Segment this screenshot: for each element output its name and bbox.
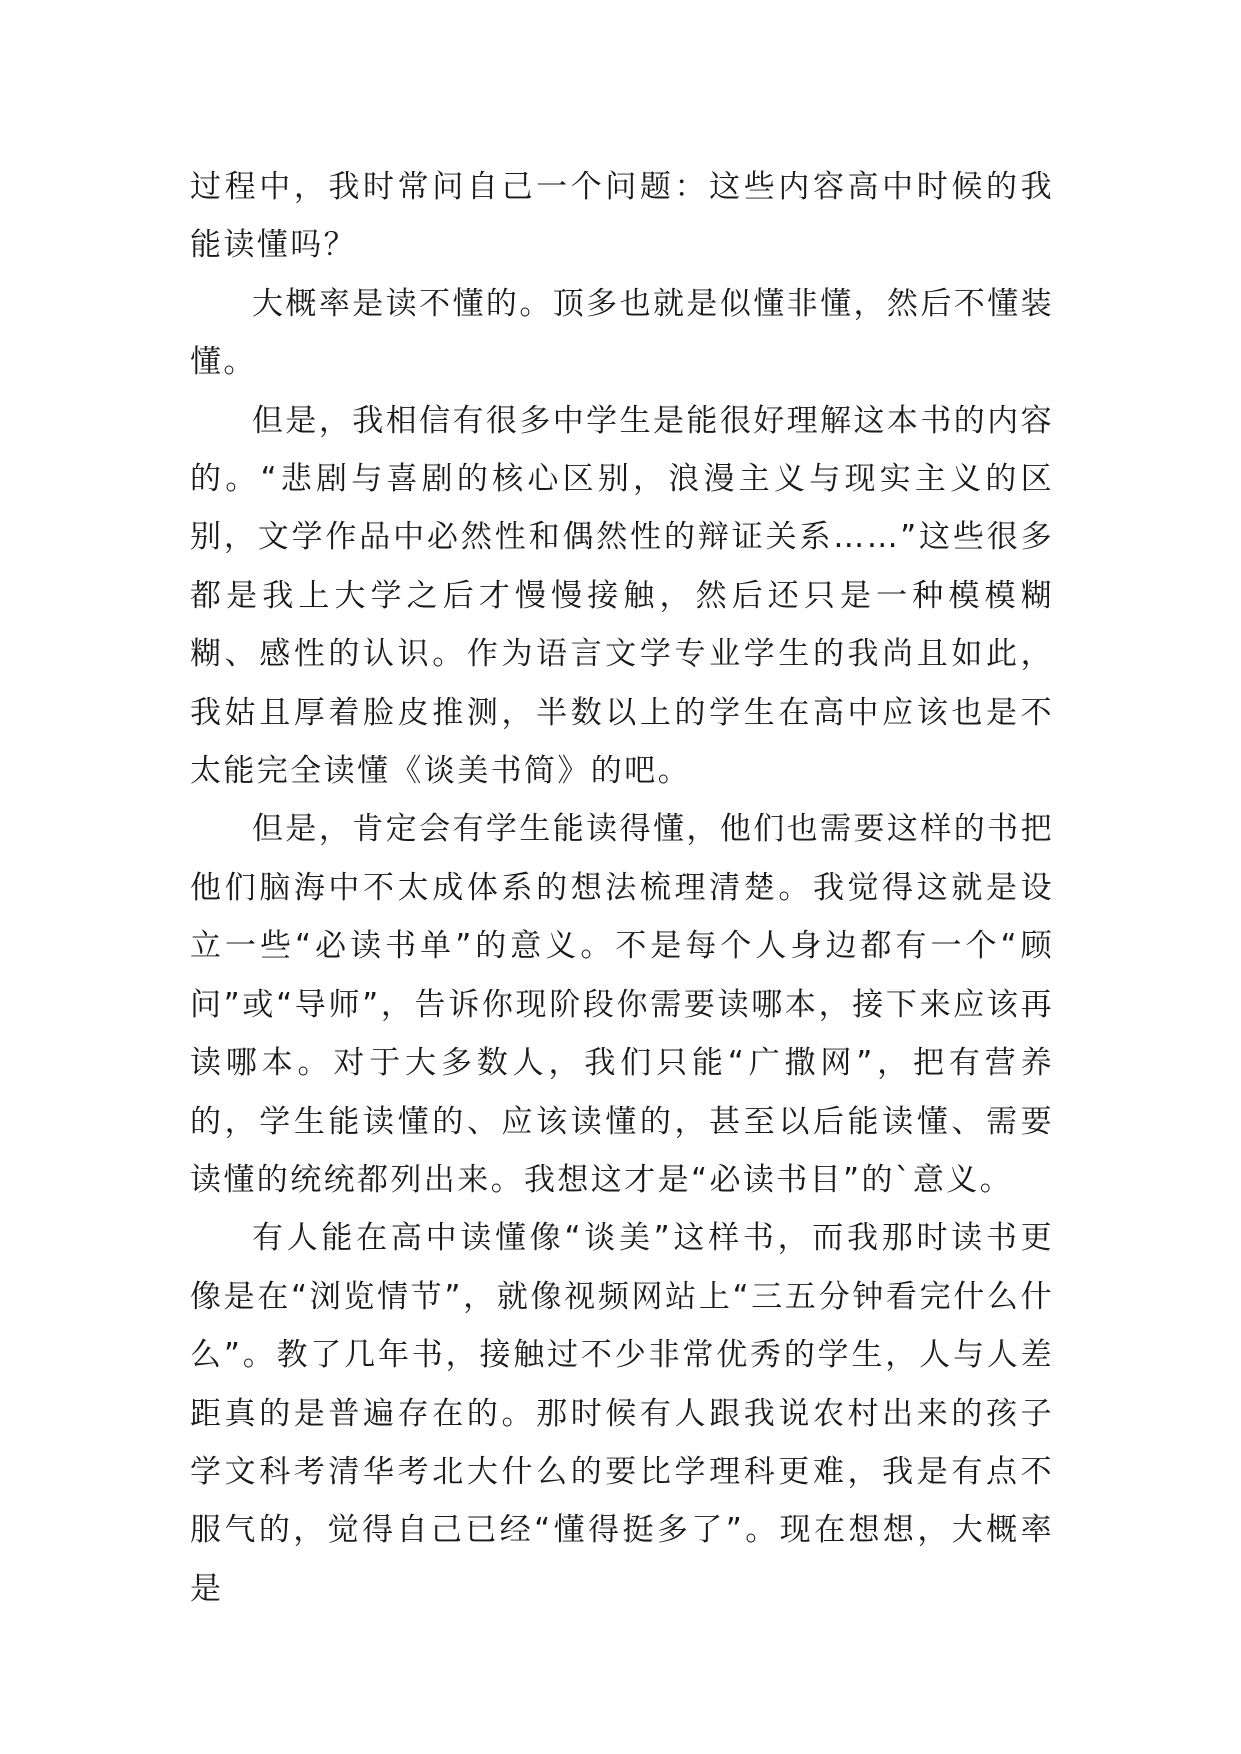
paragraph-4: 但是，肯定会有学生能读得懂，他们也需要这样的书把他们脑海中不太成体系的想法梳理清楚。我觉得这就是设立一些“必读书单”的意义。不是每个人身边都有一个“顾问”或“导师”，告诉你现阶段你需要读哪本，接下来应该再读哪本。对于大多数人，我们只能“广撒网”，把有营养的，学生能读懂的、应该读懂的，甚至以后能读懂、需要读懂的统统都列出来。我想这才是“必读书目”的`意义。	[190, 811, 1054, 1198]
paragraph-5: 有人能在高中读懂像“谈美”这样书，而我那时读书更像是在“浏览情节”，就像视频网站上“三五分钟看完什么什么”。教了几年书，接触过不少非常优秀的学生，人与人差距真的是普遍存在的。那时候有人跟我说农村出来的孩子学文科考清华考北大什么的要比学理科更难，我是有点不服气的，觉得自己已经“懂得挺多了”。现在想想，大概率是	[190, 1220, 1054, 1607]
paragraph-2: 大概率是读不懂的。顶多也就是似懂非懂，然后不懂装懂。	[190, 285, 1054, 381]
document-body	[190, 158, 1054, 1618]
paragraph-1: 过程中，我时常问自己一个问题：这些内容高中时候的我能读懂吗？	[190, 169, 1054, 264]
paragraph-3: 但是，我相信有很多中学生是能很好理解这本书的内容的。“悲剧与喜剧的核心区别，浪漫主义与现实主义的区别，文学作品中必然性和偶然性的辩证关系……”这些很多都是我上大学之后才慢慢接触，然后还只是一种模模糊糊、感性的认识。作为语言文学专业学生的我尚且如此，我姑且厚着脸皮推测，半数以上的学生在高中应该也是不太能完全读懂《谈美书简》的吧。	[190, 402, 1054, 790]
